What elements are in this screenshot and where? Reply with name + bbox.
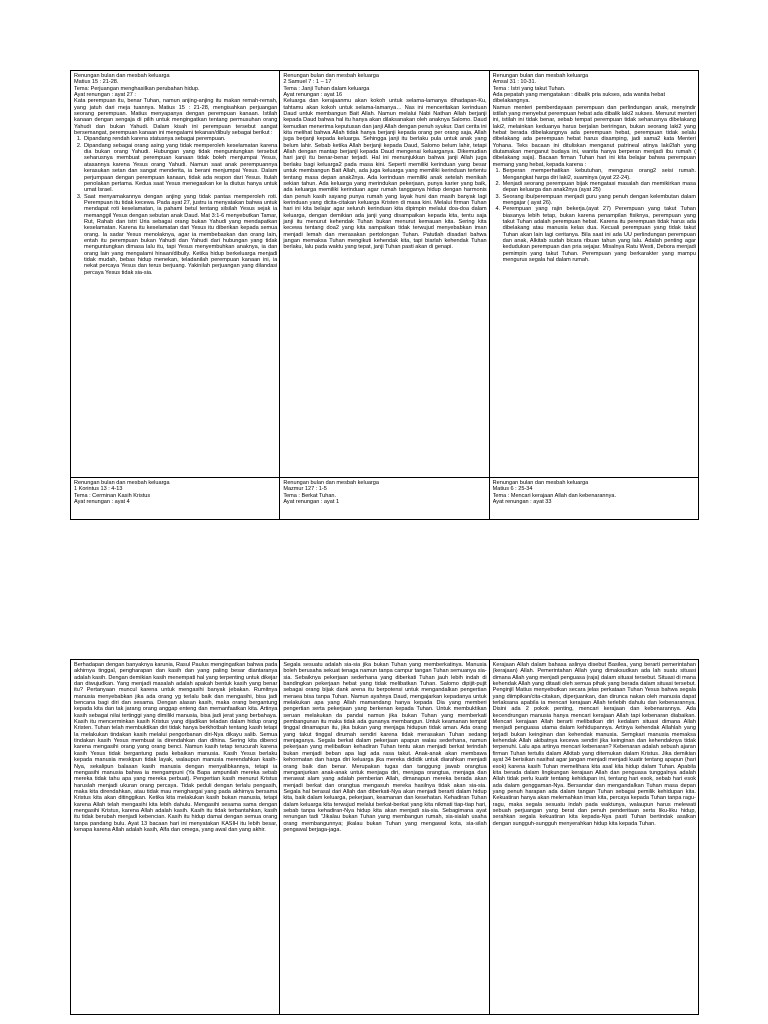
point-list (493, 168, 696, 263)
series-title: Renungan bulan dan mesbah keluarga (283, 480, 379, 486)
devotion-text: Segala sesuatu adalah sia-sia jika bukan Tuhan yang memberkatinya. Manusia boleh berusaha sekuat tenaga namun tanpa campur tangan Tuhan semuanya sia-sia. Sebaiknya pekerjaan sederhana yang diberkati Tuhan jauh lebih indah di bandingkan pekerjaan hebat yang tidak melibatkan Tuhan. Salomo dipijit-pujit sebagai orang bijak dank arena itu berpotensi untuk mengandalkan pengertian meraea bisa tanpa Tuhan. Namun ayahnya Daud, mengajarkan kepadanya untuk melakukan apa yang Allah mamandang hanya kepada Dia yang memberi pengertian serta pekerjaan yang berkenan kepada Tuhan. Untuk membuktikan seruan melakukan da pandai namun jika bukan Tuhan yang memberkati pembangunan itu maka tidak ada gunanya membangun. Untuk keamanan tempat tinggal dinamapun itu, jika bukan yang menjaga hidupun tidak aman. Ada orang yang takut tinggal dirumah sendiri karena tidak merasakan Tuhan sedang menjaganya. Segala berkat dalam pekerjaan apapun walau sederhana, namun pekerjaan yang melibatkan kehadiran Tuhan tentu akan menjadi berkat terindah bukan menjadi beban apa lagi ada rasa takut. Anak-anak akan membawa kehormatan dan harga diri keluarga jika mereka dididik untuk diarahkan menjadi orang baik dan benar. Merupakan tugas dan tanggung jawab orangtua menganjurkan anak-anak untuk menjaga diri, menjaga orangtua, menjaga dan merawat alam yang adalah pemberian Allah, dimanapun mereka berada akan menjadi berkat dan orangtua mengasuh mereka hasilnya tidak akan sia-sia. Segala hal berasal dari Allah dan diberkati-Nya akan menjadi berarti dalam hidup kita, baik dalam keluarga, pekerjaan, keamanan dan kesehatan. Kehadiran Tuhan dalam keluarga kita terwujud melalui berkat-berkat yang kita nikmati tiap-tiap hari, sebab tanpa kehadiran-Nya hidup kita akan menjadi sia-sia. Sebagimana ayat renungan tadi "Jikalau bukan Tuhan yang membangun rumah, sia-sialah usaha orang membangunnya; jikalau bukan Tuhan yang mengawal kota, sia-silah pengawal berjaga-jaga. (283, 662, 487, 833)
devotion-header (283, 73, 486, 98)
list-item: 2. Menjadi seorang perempuan bijak mengatasi masalah dan memikirkan masa depan keluarga dan anak2nya (ayat 25) (502, 181, 696, 194)
devotion-cell-4 (71, 478, 280, 520)
devotion-continuation-2 (280, 660, 489, 1015)
key-verse: Ayat renungan : ayat 4 (74, 499, 130, 506)
devotion-cell-1 (71, 71, 280, 478)
devotion-header (74, 73, 277, 98)
series-title: Renungan bulan dan mesbah keluarga (492, 73, 589, 79)
theme: Tema : Berkat Tuhan. (283, 492, 337, 499)
devotion-continuation-1 (71, 660, 280, 1015)
series-title: Renungan bulan dan mesbah keluarga (74, 480, 170, 486)
series-title: Renungan bulan dan mesbah keluarga (74, 73, 170, 79)
scripture-reference: 2 Samuel 7 : 1 – 17 (283, 79, 332, 86)
devotion-header (493, 73, 696, 105)
devotion-text: Kata perempuan itu, benar Tuhan, namun anjing-anjing itu makan remah-remah, yang jatuh dari meja tuannya. Matius 15 : 21-28, mengisahkan perjuangan seorang perempuan. Matius menyapanya dengan perempuan kanaan. Istilah kanaan dengan sengaja di pilih untuk mengingatkan tentang permusuhan orang Yahudi dan bukan Yahudi. Dalam kisah ini perempuan tersebut sangat bersemangat, perempuan kanaan ini mengalami tekanan/dibuly sebagai berikut : (74, 98, 278, 137)
scripture-reference: Matius 6 : 25-34 (492, 486, 533, 493)
key-verse: Ayat renungan : ayat 16 (283, 92, 343, 99)
devotion-continuation-3 (490, 660, 699, 1015)
point-list (74, 136, 277, 276)
list-item: 3. Saat menyamakannya dengan anjing yang tidak pantas memperoleh roti. Perempuan itu tidak kecewa. Pada ayat 27, justru ia menyatakan bahwa untuk mendapat roti keselamatan, ia pahami betul tentang silsilah Yesus sejak ia memanggil Yesus dengan sebutan anak Daud. Mat 3:1-6 menyebutkan Tamar, Rut, Rahab dan istri Uria sebagai orang bukan Yahudi yang mendapatkan keselamatan. Karena itu keselamatan dari Yesus itu diberikan kepada semua orang. Ia sadar Yesus menolaknya, agar ia membebaskan dan orang lain, entah itu perempuan bukan Yahudi dan Yahudi dari hubungan yang tidak menguntungkan dimasa lalu itu, tapi Yesus menyembuhkan anaknya, ia dan orang lain yang mengalami hinaan/dibully. Ketika hidup berkeluarga menjadi tidak mudah, bebas hidup menekan, teladanilah perempuan kanaan ini, ia nekat percaya Yesus dan terus berjuang. Yakinilah perjuangan yang dilandasi percaya Yesus tidak sia-sia. (83, 194, 277, 276)
theme: Tema : Istri yang takut Tuhan. (492, 85, 566, 92)
list-item: 3. Seorang ibu/perempuan menjadi guru yang penuh dengan kelembutan dalam mengajar ( ayat 26). (502, 194, 696, 207)
devotion-body (493, 105, 696, 264)
list-item: 1. Dipandang rendah karena statusnya sebagai perempuan. (83, 136, 277, 142)
key-verse: Ayat renungan : ayat 27 : (74, 92, 136, 99)
scripture-reference: Matius 15 : 21-28. (74, 79, 119, 86)
devotion-header (283, 480, 486, 505)
devotion-cell-3 (490, 71, 699, 478)
devotion-header (493, 480, 696, 505)
devotion-text: Berhadapan dengan banyaknya karunia, Rasul Paulus mengingatkan bahwa pada akhirnya tinggal, pengharapan dan kasih dan yang paling besar diantaranya adalah kasih. Dengan demikian kasih menempati hal yang terpenting untuk dikejar dan diwujudkan. Yang menjadi masalah adalah apakah bentuk kasih yang benar itu? Pertanyaan muncul karena untuk mengasihi banyak jebakan. Rumitnya manusia menyebabkan jika ada orang yg terlalu baik dan mengasihi, bisa jadi bencana bagi diri dan sesama. Dengan alasan kasih, maka orang bergantung kepada kita dan tak jarang orang anggap enteng dan memanfaatkan kita. Artinya kasih sebagai nilai tertinggi yang dimiliki manusia, bisa jadi jerat yang berbahaya. Kasih itu mencerminkan kasih Kristus yang dijadikan teladan dalam hidup orang Kristen. Tuhan telah membuktikan diri tidak hanya berkhotbah tentang kasih tetapi Ia melakukan tindakan kasih melalui pengorbanan diri-Nya dikayu salib. Semua tindakan kasih Yesus membuat ia direndahkan dan dihina. Sering kita dibenci karena mengasihi orang yang orang benci. Namun kasih tetap terucurah karena kasih Yesus tidak bergantung pada kebaikan manusia. Kasih Yesus berlaku kepada manusia meskipun tidak layak, walaupun manusia merendahkan kasih-Nya, sekalipun balasan kasih manusia dengan menyalibkannya, tetapi ia mengasihi manusia bahwa ia mengampuni (Ya Bapa ampunilah mereka sebab mereka tidak tahu apa yang mereka perbuat). Pengertian kasih menurut Kristus haruslah menjadi ukuran orang percaya. Tidak peduli dengan terlalu pengasih, maka kita direndahkan, atau tidak mau menghargai yang pada akhirnya bersama Kristus kita akan ditinggikan. Ketika kita melakukan kasih bukan manusia, tetapi karena Allah telah mengasihi kita lebih dahulu. Mengasihi sesama sama dengan mengasihi Kristus, karena Allah adalah kasih. Kasih itu tidak terbantahkan, kasih itu tidak berubah menjadi kebencian. Kasih itu hidup damai dengan semua orang tanpa pandang bulu. Ayat 13 bacaan hari ini menyatakan KASIH itu lebih besar, kenapa karena Allah adalah kasih, Alfa dan omega, yang awal dan yang akhir. (74, 662, 278, 833)
devotion-cell-6 (490, 478, 699, 520)
devotion-header (74, 480, 277, 505)
bottom-table (70, 659, 699, 1015)
devotion-cell-5 (280, 478, 489, 520)
devotion-text: Namun menteri pemberdayaan perempuan dan perlindungan anak, menyindir istilah yang menyebut perempuan hebat ada dibalik laki2 sukses. Menurut menteri ini, istilah ini tidak benar, sebab tempat perempuan tidak seharusnya dibelakang laki2, melainkan keduanya harus berjalan beriringan, bukan seorang laki2 yang hebat berada dibelakangnya ada perempuan hebat, perempuan tidak selalu dibelakang ada perempuan hebat harus disamping, jadi sama2 kata Menteri Yohana. Teks bacaan ini dituliskan menganut patrineal atinya laki2lah yang diutamakan menganut budaya ini, wanita hanya berperan menjadi ibu rumah ( dibelakang saja). Bacaan firman Tuhan hari ini kita belajar bahwa perempuan memang yang hebat, kepada karena : (492, 104, 696, 168)
scripture-reference: 1 Korintus 13 : 4-13 (74, 486, 123, 493)
list-item: 2. Dipandang sebagai orang asing yang tidak memperoleh keselamatan karena dia bukan orang Yahudi. Hubungan yang tidak menguntungkan tersebut seharusnya membuat perempuan kanaan tidak boleh menjumpai Yesus, atasannya karena Yesus orang Yahudi. Namun saat anak perempuannya kerasukan setan dan sangat menderita, ia berani menjumpai Yesus. Dalam perjumpaan dengan perempuan kanaan, tidak ada respon dari Yesus. Itulah penolakan pertama. Kedua saat Yesus menegaskan ke la diutus hanya untuk umat Israel. (83, 143, 277, 194)
key-verse: Ayat renungan : ayat 33 (492, 499, 552, 506)
theme: Tema : Cerminan Kasih Kristus (74, 492, 151, 499)
scripture-reference: Mazmur 127 : 1-5 (283, 486, 327, 493)
top-table (70, 70, 699, 520)
theme: Tema : Janji Tuhan dalam keluarga (283, 85, 370, 92)
series-title: Renungan bulan dan mesbah keluarga (492, 480, 589, 486)
list-item: 1. Berperan memperhatikan kebutuhan, mengurus orang2 seisi rumah. Mengangkat harga diri laki2, suaminya (ayat 22-24). (502, 168, 696, 181)
key-verse: Ada pepatah yang mengatakan : dibalik pria sukses, ada wanita hebat dibelakangnya. (492, 92, 666, 105)
scripture-reference: Amsal 31 : 10-31. (492, 79, 537, 86)
devotion-text: Keluarga dan kerajaanmu akan kokoh untuk selama-lamanya dihadapan-Ku, tahtamu akan kokoh untuk selama-lamanya… Nas ini menceritakan kerinduan Daud untuk membangun Bait Allah. Namun melalui Nabi Nathan Allah berjanji kepada Daud bahwa hal itu hanya akan dilaksanakan oleh anaknya Salomo. Daud kemudian menerima keputusan dan janji Allah dengan penuh syukur. Dari cerita ini kita melihat bahwa Allah tidak hanya berjanji kepada orang per orang saja, Allah juga berjanji kepada keluarga. Sehingga janji itu berlaku pula untuk anak yang belum lahir. Sebab ketika Allah berjanji kepada Daud, Salomo belum lahir, tetapi Allah dengan mantap berjanji kepada Daud mengenai keluarganya. Dikemudian hari janji itu benar-benar terjadi. Hal ini menunjukkan bahwa janji Allah juga berlaku bagi keluarga2 pada masa kini. Seperti memiliki kerinduan yang besar untuk membangun Bait Allah, ada juga keluarga yang memiliki kerinduan tertentu tentang masa depan anak2nya. Ada kerinduan memiliki anak setelah menikah sekian tahun. Ada keluarga yang merindukan pekerjaan, punya karier yang baik, ada keluarga memiliki kerinduan agar rumah tangganya hidup dengan harmonis dan penuh kasih sayang punya rumah yang layak huni dan masih banyak lagi kerinduan yang dicita-citakan keluarga Kristen di masa kini. Melalui firman Tuhan hari ini kita belajar agar seluruh kerinduan kita dipimpin melalui doa-doa dalam keluarga, dengan demikian ada janji yang disampaikan kepada kita, tentu saja janji itu menurut kehendak Tuhan bukan menurut kemauan kita. Sering kita kecewa tentang doa2 yang kita sampaikan tidak terwujud menyebabkan iman menjadi lemah dan merasakan pertolongan Tuhan. Patutlah disadari bahwa jangan memaksa Tuhan mengikuti kehendak kita, tapi biarlah kehendak Tuhan berlaku, lalu pada waktu yang tepat, janji Tuhan pasti akan di genapi. (283, 98, 487, 251)
devotion-body (74, 98, 277, 276)
series-title: Renungan bulan dan mesbah keluarga (283, 73, 379, 79)
devotion-body (283, 98, 486, 250)
list-item: 4. Perempuan yang rajin bekerja.(ayat 27) Perempuan yang takut Tuhan biasanya lebih tetap, bukan karena penampilan fisiknya, perempuan yang takut Tuhan adalah perempuan hebat. Karena itu perempuan tidak harus ada dibelakang atau manusia kelas dua. Kecuali perempuan yang tidak takut Tuhan akan lain lagi ceritanya. Bila saat ini ada UU perlindungan perempuan dan anak, Alkitab sudah bicara ribuan tahun yang lalu. Adalah penting agar kedudukan perempuan dan pria sejajar. Misalnya Ratu Westi, Debora menjadi pemimpin yang takut Tuhan. Perempuan yang berkarakter yang mampu mengurus segala hal dalam rumah. (502, 206, 696, 263)
key-verse: Ayat renungan : ayat 1 (283, 499, 340, 506)
devotion-cell-2 (280, 71, 489, 478)
devotion-text: Kerajaan Allah dalam bahasa aslinya disebut Basilea, yang berarti pemerintahan (kerajaan) Allah. Pemerintahan Allah yang dimaksudkan ada lah suatu situasi dimana Allah yang menjadi penguasa (raja) dalam situasi tersebut. Situasi di mana kehendak Allah yang ditaati oleh semua pihak yang berada dalam situasi tersebut. Penginjil Matius menyebutkan secara jelas perkataan Tuhan Yesus bahwa segala yang diimpikan/cita-citakan, diperjuankan, dan dirunca nakan oleh manusia dapat terlaksana apabila ia mencari kerajaan Allah terlebih dahulu dan kebenarannya. Disini ada 2 pokok penting, mencari kerajaan dan kebenarannya. Ada kecendrungan manusia hanya mencari kerajaan Allah tapi kebenaran diabaikan. Mencari kerajaan Allah berarti melibatkan diri kedalam situasi dimana Allah menjadi penguasa utama dalam kehidupannya. Artinya kehendak Allahlah yang terjadi bukan keinginan dan kehendak manusia. Semgkari manusia memaksa kehendak Allah akibatnya kecewa sendiri jika keinginan dan kehendaknya tidak terpenuhi. Lalu apa artinya mencari kebenaran? Kebenaran adalah sebuah ajaran firman Tuhan tertulis dalam Alkitab yang ditemukan dalam Kristus. Jika demikian ayat 34 berisikan nasihat agar jangan menjadi menjadi kuatir tentang apapun (hari esok) karena kasih Tuhan memelihara kita asal kita hidup dalam Tuhan. Apabila kita berada dalam lingkungan kerajaan Allah dan penguasa tunggalnya adalah Allah tidak perlu kuatir tentang kehidupan ini, tentang hari esok, sebab hari esok ada dalam genggaman-Nya. Bersandar dan mengandalkan Tuhan masa depan yang penuh harapan ada dalam tangan Tuhan sebagai pemilik kehidupan kita. Kekuatiran hanya akan melemahkan iman kita, percaya kepada Tuhan tanpa ragu-ragu, maka segala sesuatu indah pada waktunya, walaupun harus melewati sebuah perjuangan yang berat dan penuh penderitaan serta liku-liku hidup, serahkan segala kekuatiran kita kepada-Nya pasti Tuhan bertindak asalkan dengan sungguh-sungguh menyerahkan hidup kita kepada Tuhan. (492, 662, 696, 827)
theme: Tema : Mencari kerajaan Allah dan kebenarannya. (492, 492, 616, 499)
theme: Tema: Perjuangan menghasilkan perubahan hidup. (74, 85, 200, 92)
